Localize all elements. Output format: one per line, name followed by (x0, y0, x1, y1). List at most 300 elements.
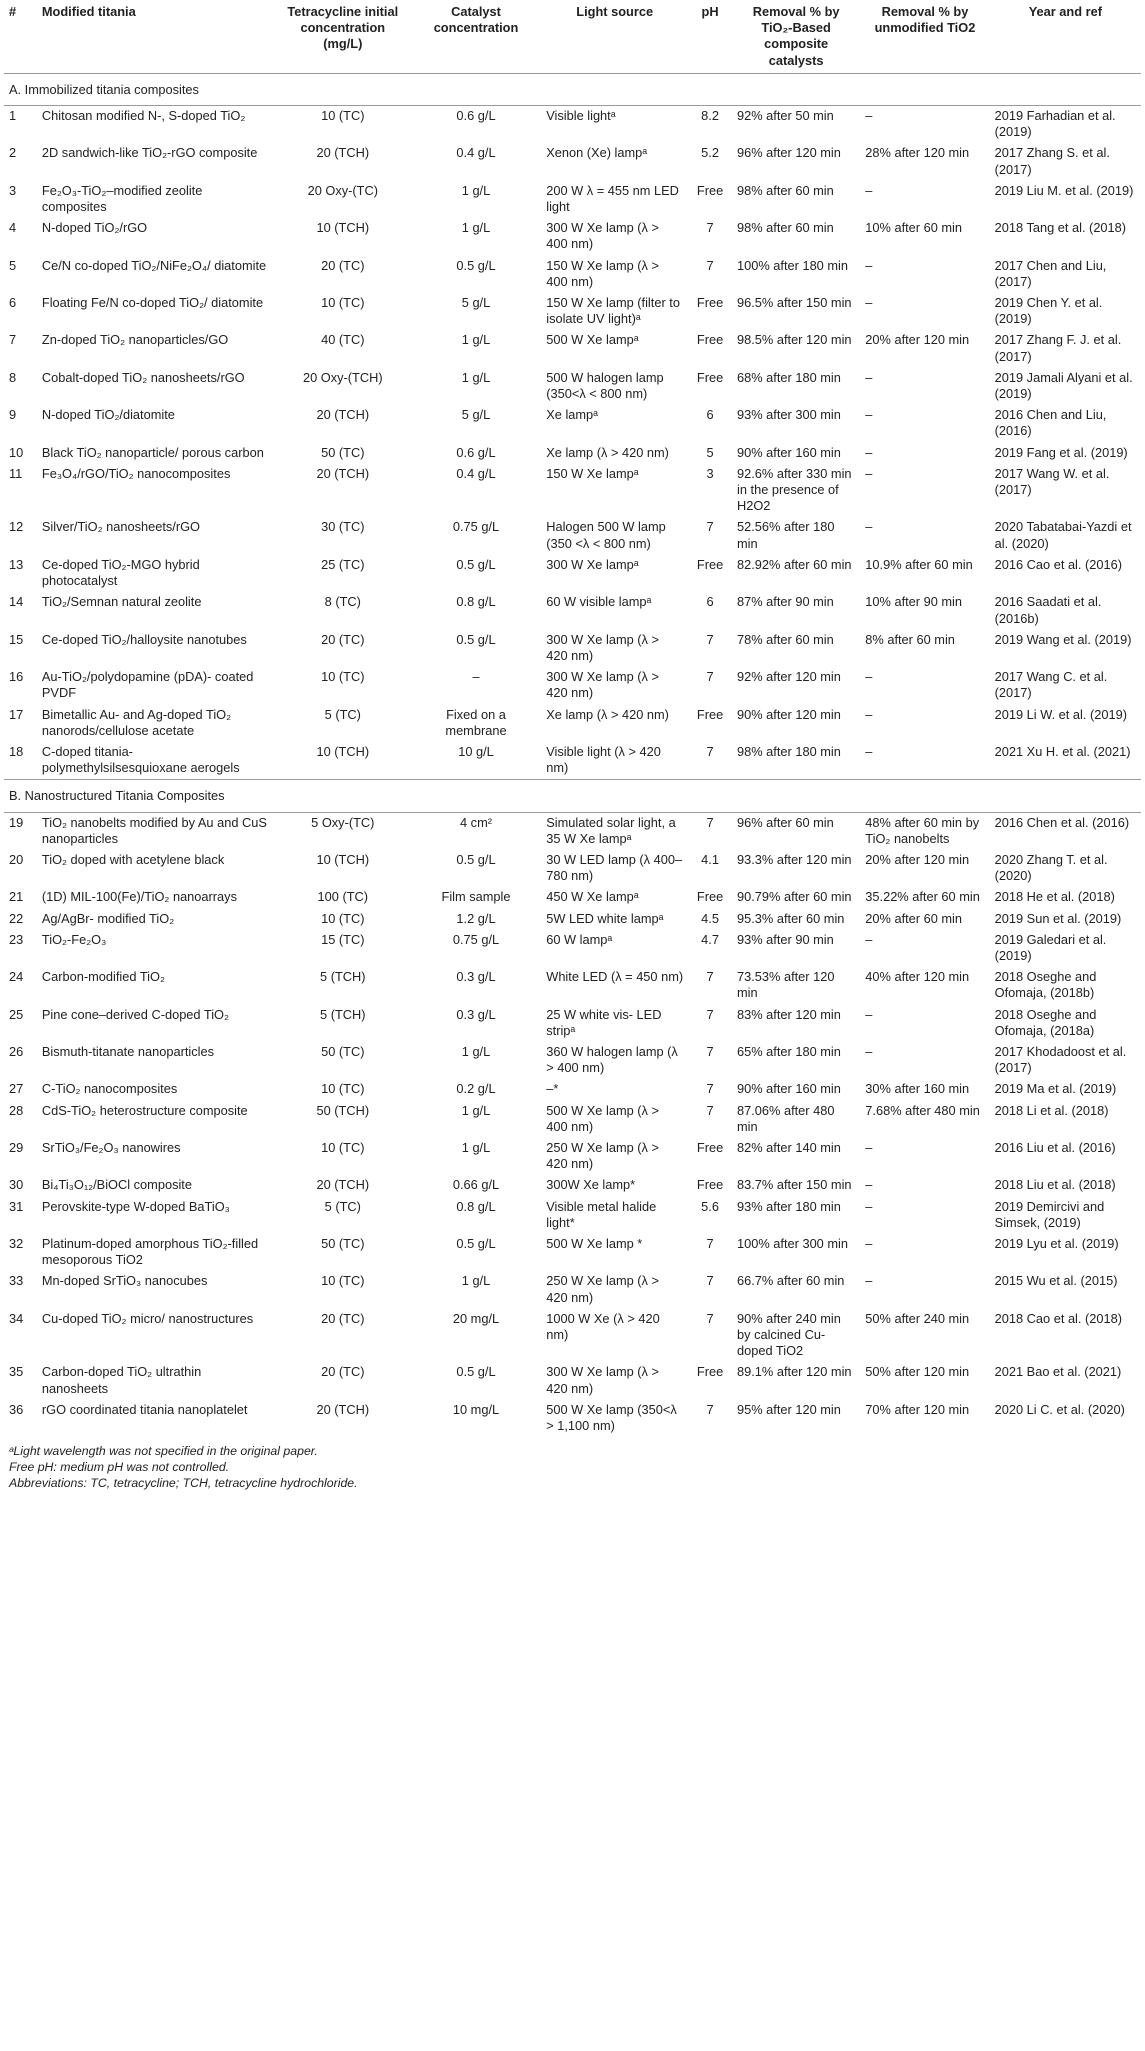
cell-ph: 5 (706, 444, 714, 460)
cell-conc: 20 (TC) (321, 257, 365, 273)
table-row (4, 293, 1141, 330)
cell-titania: Pine cone–derived C-doped TiO₂ (41, 1006, 229, 1022)
cell-cat: 1 g/L (461, 182, 491, 198)
cell-conc: 30 (TC) (321, 519, 365, 535)
cell-unmod: – (865, 1236, 873, 1251)
cell-titania: rGO coordinated titania nanoplatelet (41, 1401, 248, 1417)
header-removal-composite: Removal % by TiO₂-Based composite catalysts (732, 0, 860, 73)
cell-light: Xe lamp (λ > 420 nm) (546, 444, 669, 460)
footnote-wavelength: ᵃLight wavelength was not specified in the original paper. (9, 1444, 318, 1459)
cell-cat: 0.4 g/L (456, 145, 496, 161)
cell-num: 7 (9, 332, 17, 348)
cell-light: 1000 W Xe (λ > 420 nm) (546, 1310, 660, 1343)
cell-conc: 20 Oxy-(TCH) (302, 369, 383, 385)
cell-num: 9 (9, 407, 17, 423)
cell-ref: 2015 Wu et al. (2015) (994, 1273, 1118, 1289)
table-row (4, 1005, 1141, 1042)
cell-cat: 0.3 g/L (456, 969, 496, 985)
cell-unmod: 28% after 120 min (865, 145, 970, 161)
cell-cat: 0.4 g/L (456, 465, 496, 481)
cell-unmod: 50% after 240 min (865, 1310, 970, 1326)
cell-conc: 10 (TCH) (316, 851, 370, 867)
cell-conc: 5 Oxy-(TC) (311, 814, 375, 830)
header-year-ref: Year and ref (990, 0, 1141, 73)
cell-titania: SrTiO₃/Fe₂O₃ nanowires (41, 1139, 181, 1155)
cell-light: 360 W halogen lamp (λ > 400 nm) (546, 1043, 678, 1076)
cell-ph: 7 (706, 1273, 714, 1289)
cell-titania: C-TiO₂ nanocomposites (41, 1081, 178, 1097)
cell-ref: 2019 Ma et al. (2019) (994, 1081, 1117, 1097)
table-row (4, 256, 1141, 293)
cell-light: Halogen 500 W lamp (350 <λ < 800 nm) (546, 519, 666, 551)
cell-titania: N-doped TiO₂/rGO (41, 220, 148, 236)
cell-conc: 10 (TC) (321, 295, 365, 311)
cell-rem: 83% after 120 min (737, 1006, 841, 1022)
cell-ph: Free (696, 556, 724, 572)
cell-ph: 4.7 (701, 931, 719, 947)
cell-titania: TiO₂/Semnan natural zeolite (41, 594, 202, 610)
cell-ph: 7 (706, 631, 714, 647)
cell-light: –* (546, 1081, 559, 1097)
cell-ref: 2016 Chen and Liu, (2016) (994, 407, 1107, 439)
cell-light: Visible lightᵃ (546, 108, 616, 124)
cell-num: 26 (9, 1043, 24, 1059)
cell-rem: 82% after 140 min (737, 1139, 841, 1155)
cell-titania: TiO₂ doped with acetylene black (41, 851, 225, 867)
cell-rem: 93.3% after 120 min (737, 851, 852, 867)
cell-titania: Mn-doped SrTiO₃ nanocubes (41, 1273, 208, 1289)
cell-conc: 10 (TCH) (316, 220, 370, 236)
cell-unmod: – (865, 519, 873, 535)
cell-conc: 20 (TCH) (316, 145, 370, 161)
cell-light: 300W Xe lamp* (546, 1177, 636, 1193)
cell-ph: 7 (706, 814, 714, 830)
cell-titania: Perovskite-type W-doped BaTiO₃ (41, 1198, 230, 1214)
cell-titania: Fe₃O₄/rGO/TiO₂ nanocomposites (41, 465, 231, 481)
cell-num: 6 (9, 295, 17, 311)
cell-light: 500 W Xe lamp (350<λ > 1,100 nm) (546, 1401, 677, 1434)
cell-num: 14 (9, 594, 24, 610)
cell-unmod: 35.22% after 60 min (865, 889, 980, 905)
cell-cat: 10 g/L (458, 743, 494, 759)
cell-rem: 95% after 120 min (737, 1401, 841, 1417)
cell-rem: 78% after 60 min (737, 631, 834, 647)
cell-num: 21 (9, 889, 24, 905)
table-row (4, 1234, 1141, 1271)
cell-conc: 10 (TC) (321, 1139, 365, 1155)
cell-conc: 5 (TCH) (320, 1006, 366, 1022)
section-row (4, 73, 1141, 105)
cell-rem: 96% after 120 min (737, 145, 841, 161)
cell-titania: Bismuth-titanate nanoparticles (41, 1043, 215, 1059)
cell-rem: 96% after 60 min (737, 814, 834, 830)
cell-conc: 20 (TC) (321, 631, 365, 647)
cell-ref: 2021 Bao et al. (2021) (994, 1364, 1122, 1380)
cell-light: 60 W lampᵃ (546, 931, 613, 947)
cell-ph: Free (696, 369, 724, 385)
cell-num: 1 (9, 108, 17, 124)
cell-num: 12 (9, 519, 24, 535)
cell-cat: 0.5 g/L (456, 851, 496, 867)
cell-num: 16 (9, 669, 24, 685)
cell-num: 4 (9, 220, 17, 236)
header-num: # (4, 0, 37, 73)
cell-light: 500 W Xe lamp (λ > 400 nm) (546, 1102, 659, 1134)
cell-conc: 5 (TCH) (320, 969, 366, 985)
cell-ph: Free (696, 182, 724, 198)
cell-cat: 5 g/L (461, 295, 491, 311)
cell-num: 32 (9, 1236, 24, 1251)
cell-cat: Film sample (441, 889, 511, 905)
cell-cat: 0.8 g/L (456, 594, 496, 610)
cell-conc: 20 (TCH) (316, 1401, 370, 1417)
table-row (4, 443, 1141, 464)
cell-ref: 2020 Tabatabai-Yazdi et al. (2020) (994, 519, 1132, 551)
cell-num: 11 (9, 465, 23, 481)
cell-num: 17 (9, 706, 24, 722)
cell-conc: 5 (TC) (324, 1198, 361, 1214)
cell-num: 36 (9, 1401, 24, 1417)
cell-conc: 20 (TC) (321, 1310, 365, 1326)
cell-ph: 7 (706, 519, 714, 535)
cell-titania: Carbon-modified TiO₂ (41, 969, 165, 985)
cell-titania: (1D) MIL-100(Fe)/TiO₂ nanoarrays (41, 889, 237, 905)
table-row (4, 1309, 1141, 1363)
cell-light: 200 W λ = 455 nm LED light (546, 182, 679, 215)
cell-rem: 93% after 90 min (737, 931, 834, 947)
cell-conc: 8 (TC) (324, 594, 361, 610)
cell-num: 2 (9, 145, 17, 161)
cell-conc: 50 (TC) (321, 1043, 365, 1059)
cell-light: 450 W Xe lampᵃ (546, 889, 639, 905)
cell-light: 300 W Xe lampᵃ (546, 556, 639, 572)
table-row (4, 405, 1141, 442)
cell-ref: 2017 Chen and Liu, (2017) (994, 257, 1107, 289)
cell-ref: 2018 Liu et al. (2018) (994, 1177, 1116, 1193)
table-row (4, 517, 1141, 554)
cell-ref: 2017 Khodadoost et al. (2017) (994, 1043, 1127, 1076)
cell-light: 300 W Xe lamp (λ > 420 nm) (546, 631, 659, 663)
cell-unmod: 20% after 120 min (865, 332, 970, 348)
cell-num: 20 (9, 851, 24, 867)
cell-num: 28 (9, 1102, 24, 1118)
cell-ref: 2016 Saadati et al. (2016b) (994, 594, 1102, 626)
footnote-abbreviations: Abbreviations: TC, tetracycline; TCH, tetracycline hydrochloride. (9, 1476, 358, 1491)
cell-ref: 2019 Galedari et al. (2019) (994, 931, 1107, 963)
cell-titania: Cu-doped TiO₂ micro/ nanostructures (41, 1310, 254, 1326)
cell-ph: 7 (706, 1081, 714, 1097)
cell-unmod: – (865, 1043, 873, 1059)
cell-rem: 98% after 180 min (737, 743, 841, 759)
cell-ref: 2020 Li C. et al. (2020) (994, 1401, 1125, 1417)
table-row (4, 930, 1141, 967)
tetracycline-removal-table (4, 0, 1141, 1437)
cell-titania: Silver/TiO₂ nanosheets/rGO (41, 519, 201, 535)
cell-unmod: – (865, 931, 873, 947)
cell-cat: 0.6 g/L (456, 444, 496, 460)
cell-rem: 93% after 300 min (737, 407, 841, 423)
cell-conc: 20 (TCH) (316, 1177, 370, 1193)
table-row (4, 1400, 1141, 1437)
cell-unmod: 50% after 120 min (865, 1364, 970, 1380)
cell-unmod: 20% after 120 min (865, 851, 970, 867)
cell-ref: 2019 Lyu et al. (2019) (994, 1236, 1119, 1251)
cell-titania: Ce/N co-doped TiO₂/NiFe₂O₄/ diatomite (41, 257, 267, 273)
cell-conc: 15 (TC) (321, 931, 365, 947)
cell-cat: 1 g/L (461, 1273, 491, 1289)
table-row (4, 330, 1141, 367)
cell-ph: 3 (706, 465, 714, 481)
cell-rem: 87% after 90 min (737, 594, 834, 610)
cell-unmod: 40% after 120 min (865, 969, 970, 985)
cell-light: 250 W Xe lamp (λ > 420 nm) (546, 1139, 659, 1172)
table-row (4, 887, 1141, 908)
table-row (4, 1175, 1141, 1196)
cell-ref: 2019 Jamali Alyani et al. (2019) (994, 369, 1133, 402)
table-row (4, 464, 1141, 518)
table-row (4, 667, 1141, 704)
cell-rem: 98% after 60 min (737, 220, 834, 236)
cell-light: 300 W Xe lamp (λ > 420 nm) (546, 1364, 659, 1396)
cell-cat: 0.6 g/L (456, 108, 496, 124)
cell-ph: 7 (706, 220, 714, 236)
cell-ph: 7 (706, 1006, 714, 1022)
cell-rem: 93% after 180 min (737, 1198, 841, 1214)
cell-cat: 0.75 g/L (452, 519, 500, 535)
cell-titania: C-doped titania- polymethylsilsesquioxane aerogels (41, 743, 240, 776)
cell-unmod: – (865, 444, 873, 460)
cell-rem: 90.79% after 60 min (737, 889, 852, 905)
cell-unmod: 10.9% after 60 min (865, 556, 973, 572)
cell-cat: 0.8 g/L (456, 1198, 496, 1214)
cell-rem: 83.7% after 150 min (737, 1177, 852, 1193)
table-row (4, 967, 1141, 1004)
cell-unmod: – (865, 295, 873, 311)
cell-titania: Au-TiO₂/polydopamine (pDA)- coated PVDF (41, 669, 254, 701)
cell-unmod: – (865, 1006, 873, 1022)
cell-ref: 2016 Chen et al. (2016) (994, 814, 1130, 830)
table-row (4, 630, 1141, 667)
cell-cat: 5 g/L (461, 407, 491, 423)
cell-conc: 10 (TC) (321, 1273, 365, 1289)
cell-ph: 4.1 (701, 851, 719, 867)
cell-cat: 1 g/L (461, 1043, 491, 1059)
cell-ph: 7 (706, 1043, 714, 1059)
cell-cat: 1 g/L (461, 1102, 491, 1118)
table-body (4, 73, 1141, 1437)
cell-num: 19 (9, 814, 24, 830)
cell-ph: 7 (706, 1236, 714, 1251)
cell-ph: Free (696, 1177, 724, 1193)
cell-rem: 100% after 180 min (737, 257, 848, 273)
table-row (4, 1138, 1141, 1175)
cell-rem: 82.92% after 60 min (737, 556, 852, 572)
cell-ref: 2018 Cao et al. (2018) (994, 1310, 1123, 1326)
cell-rem: 73.53% after 120 min (737, 969, 835, 1001)
cell-num: 5 (9, 257, 17, 273)
cell-unmod: – (865, 108, 873, 124)
cell-ph: Free (696, 332, 724, 348)
cell-light: Simulated solar light, a 35 W Xe lampᵃ (546, 814, 676, 846)
cell-titania: TiO₂-Fe₂O₃ (41, 931, 107, 947)
cell-num: 27 (9, 1081, 24, 1097)
table-row (4, 1042, 1141, 1079)
cell-ref: 2019 Fang et al. (2019) (994, 444, 1128, 460)
table-row (4, 181, 1141, 218)
header-row (4, 0, 1141, 73)
cell-ph: 7 (706, 969, 714, 985)
cell-titania: Zn-doped TiO₂ nanoparticles/GO (41, 332, 229, 348)
cell-unmod: 70% after 120 min (865, 1401, 970, 1417)
cell-rem: 87.06% after 480 min (737, 1102, 835, 1134)
header-modified-titania: Modified titania (37, 0, 275, 73)
cell-light: Visible metal halide light* (546, 1198, 657, 1230)
cell-num: 10 (9, 444, 24, 460)
cell-ph: 7 (706, 1401, 714, 1417)
cell-cat: 0.75 g/L (452, 931, 500, 947)
cell-titania: Floating Fe/N co-doped TiO₂/ diatomite (41, 295, 264, 311)
table-row (4, 143, 1141, 180)
cell-cat: 0.66 g/L (452, 1177, 500, 1193)
cell-unmod: – (865, 1139, 873, 1155)
cell-ref: 2019 Demircivi and Simsek, (2019) (994, 1198, 1105, 1230)
cell-cat: 10 mg/L (452, 1401, 500, 1417)
table-footnotes (0, 1437, 1145, 1491)
cell-num: 25 (9, 1006, 24, 1022)
cell-ph: 5.6 (701, 1198, 719, 1214)
cell-unmod: 8% after 60 min (865, 631, 955, 647)
cell-ph: 7 (706, 1310, 714, 1326)
cell-ref: 2016 Liu et al. (2016) (994, 1139, 1116, 1155)
table-row (4, 1271, 1141, 1308)
cell-light: 150 W Xe lampᵃ (546, 465, 639, 481)
cell-conc: 10 (TCH) (316, 743, 370, 759)
cell-light: 500 W Xe lamp * (546, 1236, 643, 1251)
cell-titania: TiO₂ nanobelts modified by Au and CuS nanoparticles (41, 814, 267, 846)
table-row (4, 850, 1141, 887)
table-row (4, 368, 1141, 405)
header-light-source: Light source (541, 0, 688, 73)
cell-num: 18 (9, 743, 24, 759)
cell-rem: 100% after 300 min (737, 1236, 848, 1251)
cell-rem: 92% after 50 min (737, 108, 834, 124)
header-catalyst-concentration: Catalyst concentration (411, 0, 541, 73)
cell-ref: 2017 Zhang F. J. et al. (2017) (994, 332, 1122, 364)
cell-rem: 92% after 120 min (737, 669, 841, 685)
cell-ph: Free (696, 1364, 724, 1380)
cell-rem: 90% after 240 min by calcined Cu- doped TiO2 (737, 1310, 841, 1359)
cell-light: 30 W LED lamp (λ 400–780 nm) (546, 851, 683, 884)
cell-unmod: – (865, 706, 873, 722)
cell-conc: 10 (TC) (321, 910, 365, 926)
cell-light: 300 W Xe lamp (λ > 400 nm) (546, 220, 659, 252)
cell-ref: 2018 Tang et al. (2018) (994, 220, 1127, 236)
cell-conc: 20 (TC) (321, 1364, 365, 1380)
cell-num: 30 (9, 1177, 24, 1193)
cell-titania: Bi₄Ti₃O₁₂/BiOCl composite (41, 1177, 192, 1193)
cell-num: 29 (9, 1139, 24, 1155)
cell-num: 13 (9, 556, 24, 572)
cell-titania: Carbon-doped TiO₂ ultrathin nanosheets (41, 1364, 202, 1396)
cell-unmod: 20% after 60 min (865, 910, 963, 926)
cell-unmod: – (865, 182, 873, 198)
cell-unmod: – (865, 743, 873, 759)
cell-cat: 1 g/L (461, 332, 491, 348)
cell-ref: 2019 Farhadian et al. (2019) (994, 108, 1116, 140)
table-row (4, 705, 1141, 742)
cell-rem: 89.1% after 120 min (737, 1364, 852, 1380)
table-row (4, 812, 1141, 850)
cell-conc: 50 (TC) (321, 444, 365, 460)
section-row (4, 780, 1141, 812)
table-row (4, 1362, 1141, 1399)
cell-ref: 2018 Oseghe and Ofomaja, (2018b) (994, 969, 1097, 1001)
cell-light: Visible light (λ > 420 nm) (546, 743, 661, 776)
header-ph: pH (688, 0, 732, 73)
cell-conc: 10 (TC) (321, 108, 365, 124)
cell-ref: 2019 Li W. et al. (2019) (994, 706, 1127, 722)
cell-cat: – (472, 669, 480, 685)
cell-ref: 2021 Xu H. et al. (2021) (994, 743, 1131, 759)
cell-conc: 50 (TC) (321, 1236, 365, 1251)
cell-cat: 0.3 g/L (456, 1006, 496, 1022)
cell-titania: Fe₂O₃-TiO₂–modified zeolite composites (41, 182, 203, 215)
cell-light: 150 W Xe lamp (filter to isolate UV light)ᵃ (546, 295, 680, 327)
cell-titania: Bimetallic Au- and Ag-doped TiO₂ nanorods/cellulose acetate (41, 706, 232, 738)
cell-cat: 0.5 g/L (456, 1364, 496, 1380)
cell-ph: 7 (706, 1102, 714, 1118)
cell-ph: Free (696, 706, 724, 722)
cell-conc: 10 (TC) (321, 1081, 365, 1097)
cell-ref: 2019 Liu M. et al. (2019) (994, 182, 1134, 198)
cell-cat: 1 g/L (461, 369, 491, 385)
cell-titania: Platinum-doped amorphous TiO₂-filled mesoporous TiO2 (41, 1236, 259, 1268)
cell-cat: 1 g/L (461, 1139, 491, 1155)
cell-ref: 2016 Cao et al. (2016) (994, 556, 1123, 572)
cell-rem: 90% after 160 min (737, 444, 841, 460)
cell-cat: 4 cm² (460, 814, 492, 830)
cell-ph: Free (696, 295, 724, 311)
cell-unmod: 30% after 160 min (865, 1081, 970, 1097)
cell-ph: 7 (706, 257, 714, 273)
cell-ref: 2018 He et al. (2018) (994, 889, 1115, 905)
cell-ph: 7 (706, 669, 714, 685)
cell-titania: Chitosan modified N-, S-doped TiO₂ (41, 108, 246, 124)
cell-num: 33 (9, 1273, 24, 1289)
cell-ph: 6 (706, 407, 714, 423)
cell-ph: Free (696, 1139, 724, 1155)
cell-ph: 7 (706, 743, 714, 759)
cell-light: 25 W white vis- LED stripᵃ (546, 1006, 662, 1038)
table-row (4, 555, 1141, 592)
cell-conc: 100 (TC) (317, 889, 369, 905)
cell-unmod: – (865, 369, 873, 385)
cell-titania: CdS-TiO₂ heterostructure composite (41, 1102, 248, 1118)
cell-titania: Ag/AgBr- modified TiO₂ (41, 910, 175, 926)
cell-cat: 0.5 g/L (456, 556, 496, 572)
cell-conc: 25 (TC) (321, 556, 365, 572)
cell-unmod: 48% after 60 min by TiO₂ nanobelts (865, 814, 980, 846)
cell-ref: 2017 Wang C. et al. (2017) (994, 669, 1108, 701)
cell-conc: 5 (TC) (324, 706, 361, 722)
cell-ref: 2019 Sun et al. (2019) (994, 910, 1122, 926)
cell-rem: 65% after 180 min (737, 1043, 841, 1059)
cell-unmod: – (865, 465, 873, 481)
cell-unmod: – (865, 1177, 873, 1193)
cell-conc: 40 (TC) (321, 332, 365, 348)
cell-conc: 10 (TC) (321, 669, 365, 685)
cell-rem: 98% after 60 min (737, 182, 834, 198)
